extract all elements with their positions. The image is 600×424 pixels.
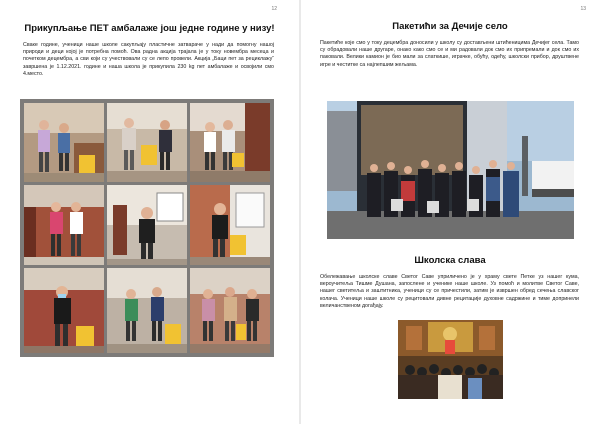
photo-students-bin	[190, 268, 270, 353]
photo-collage	[20, 99, 274, 357]
slava-paragraph: Обележавање школске славе Светог Саве уприличено је у храму свете Петке уз нашег кума, вероучитеља Тишме Душана, запослене и ученике наше школе. Уз помоћ и молитве Светог Саве, нашег светитеља и заштитника, ученици су се причестили, затим је извршен обред сечења славског колача. Ученици наше школе су рецитовали дивне рецитације духовне садржине и тиме допринели величанственом догађају.	[320, 274, 579, 309]
photo-students-bottles-2	[107, 103, 187, 182]
left-page	[0, 0, 299, 424]
photo-truck-group	[327, 101, 574, 239]
photo-students-bottles-3	[190, 103, 270, 182]
photo-girls-hallway	[24, 185, 104, 265]
section-title-packages: Пакетићи за Дечије село	[392, 21, 508, 32]
photo-girl-mask	[24, 268, 104, 353]
page-number: 13	[580, 6, 586, 12]
right-page	[301, 0, 600, 424]
photo-church-celebration	[398, 320, 503, 399]
photo-boys-bin	[107, 268, 187, 353]
page-title: Прикупљање ПЕТ амбалаже још једне године у низу!	[24, 23, 275, 34]
photo-students-bottles-1	[24, 103, 104, 182]
intro-paragraph: Сваке године, ученици наше школе сакупљају пластичне затвараче у нади да помогну нашој природи и деци којој је потребна помоћ. Ова радна акција трајала је у току новембра месеца и почетком децембра, а сви који су учествовали су се лепо провели. Акција „Баци пет за рециклажу“ завршена је 1.12.2021. године и наша школа је прикупила 230 kg пет амбалаже и освојили смо 4.место.	[23, 42, 274, 77]
page-number: 12	[271, 6, 277, 12]
photo-boy-bin	[190, 185, 270, 265]
photo-boy-hallway	[107, 185, 187, 265]
section-title-slava: Школска слава	[414, 255, 486, 266]
packages-paragraph: Пакетиће које смо у току децембра доносили у школу су достављени штићеницима Дечијег села. Тамо су обрадовали наше другаре, онако како смо се и ми радовали док смо их припремали и док смо их паковали. Велики камион је био мали за слаткише, играчке, обућу, одећу, школски прибор, друштвене игре и честитке са најлепшим жељама.	[320, 40, 579, 68]
